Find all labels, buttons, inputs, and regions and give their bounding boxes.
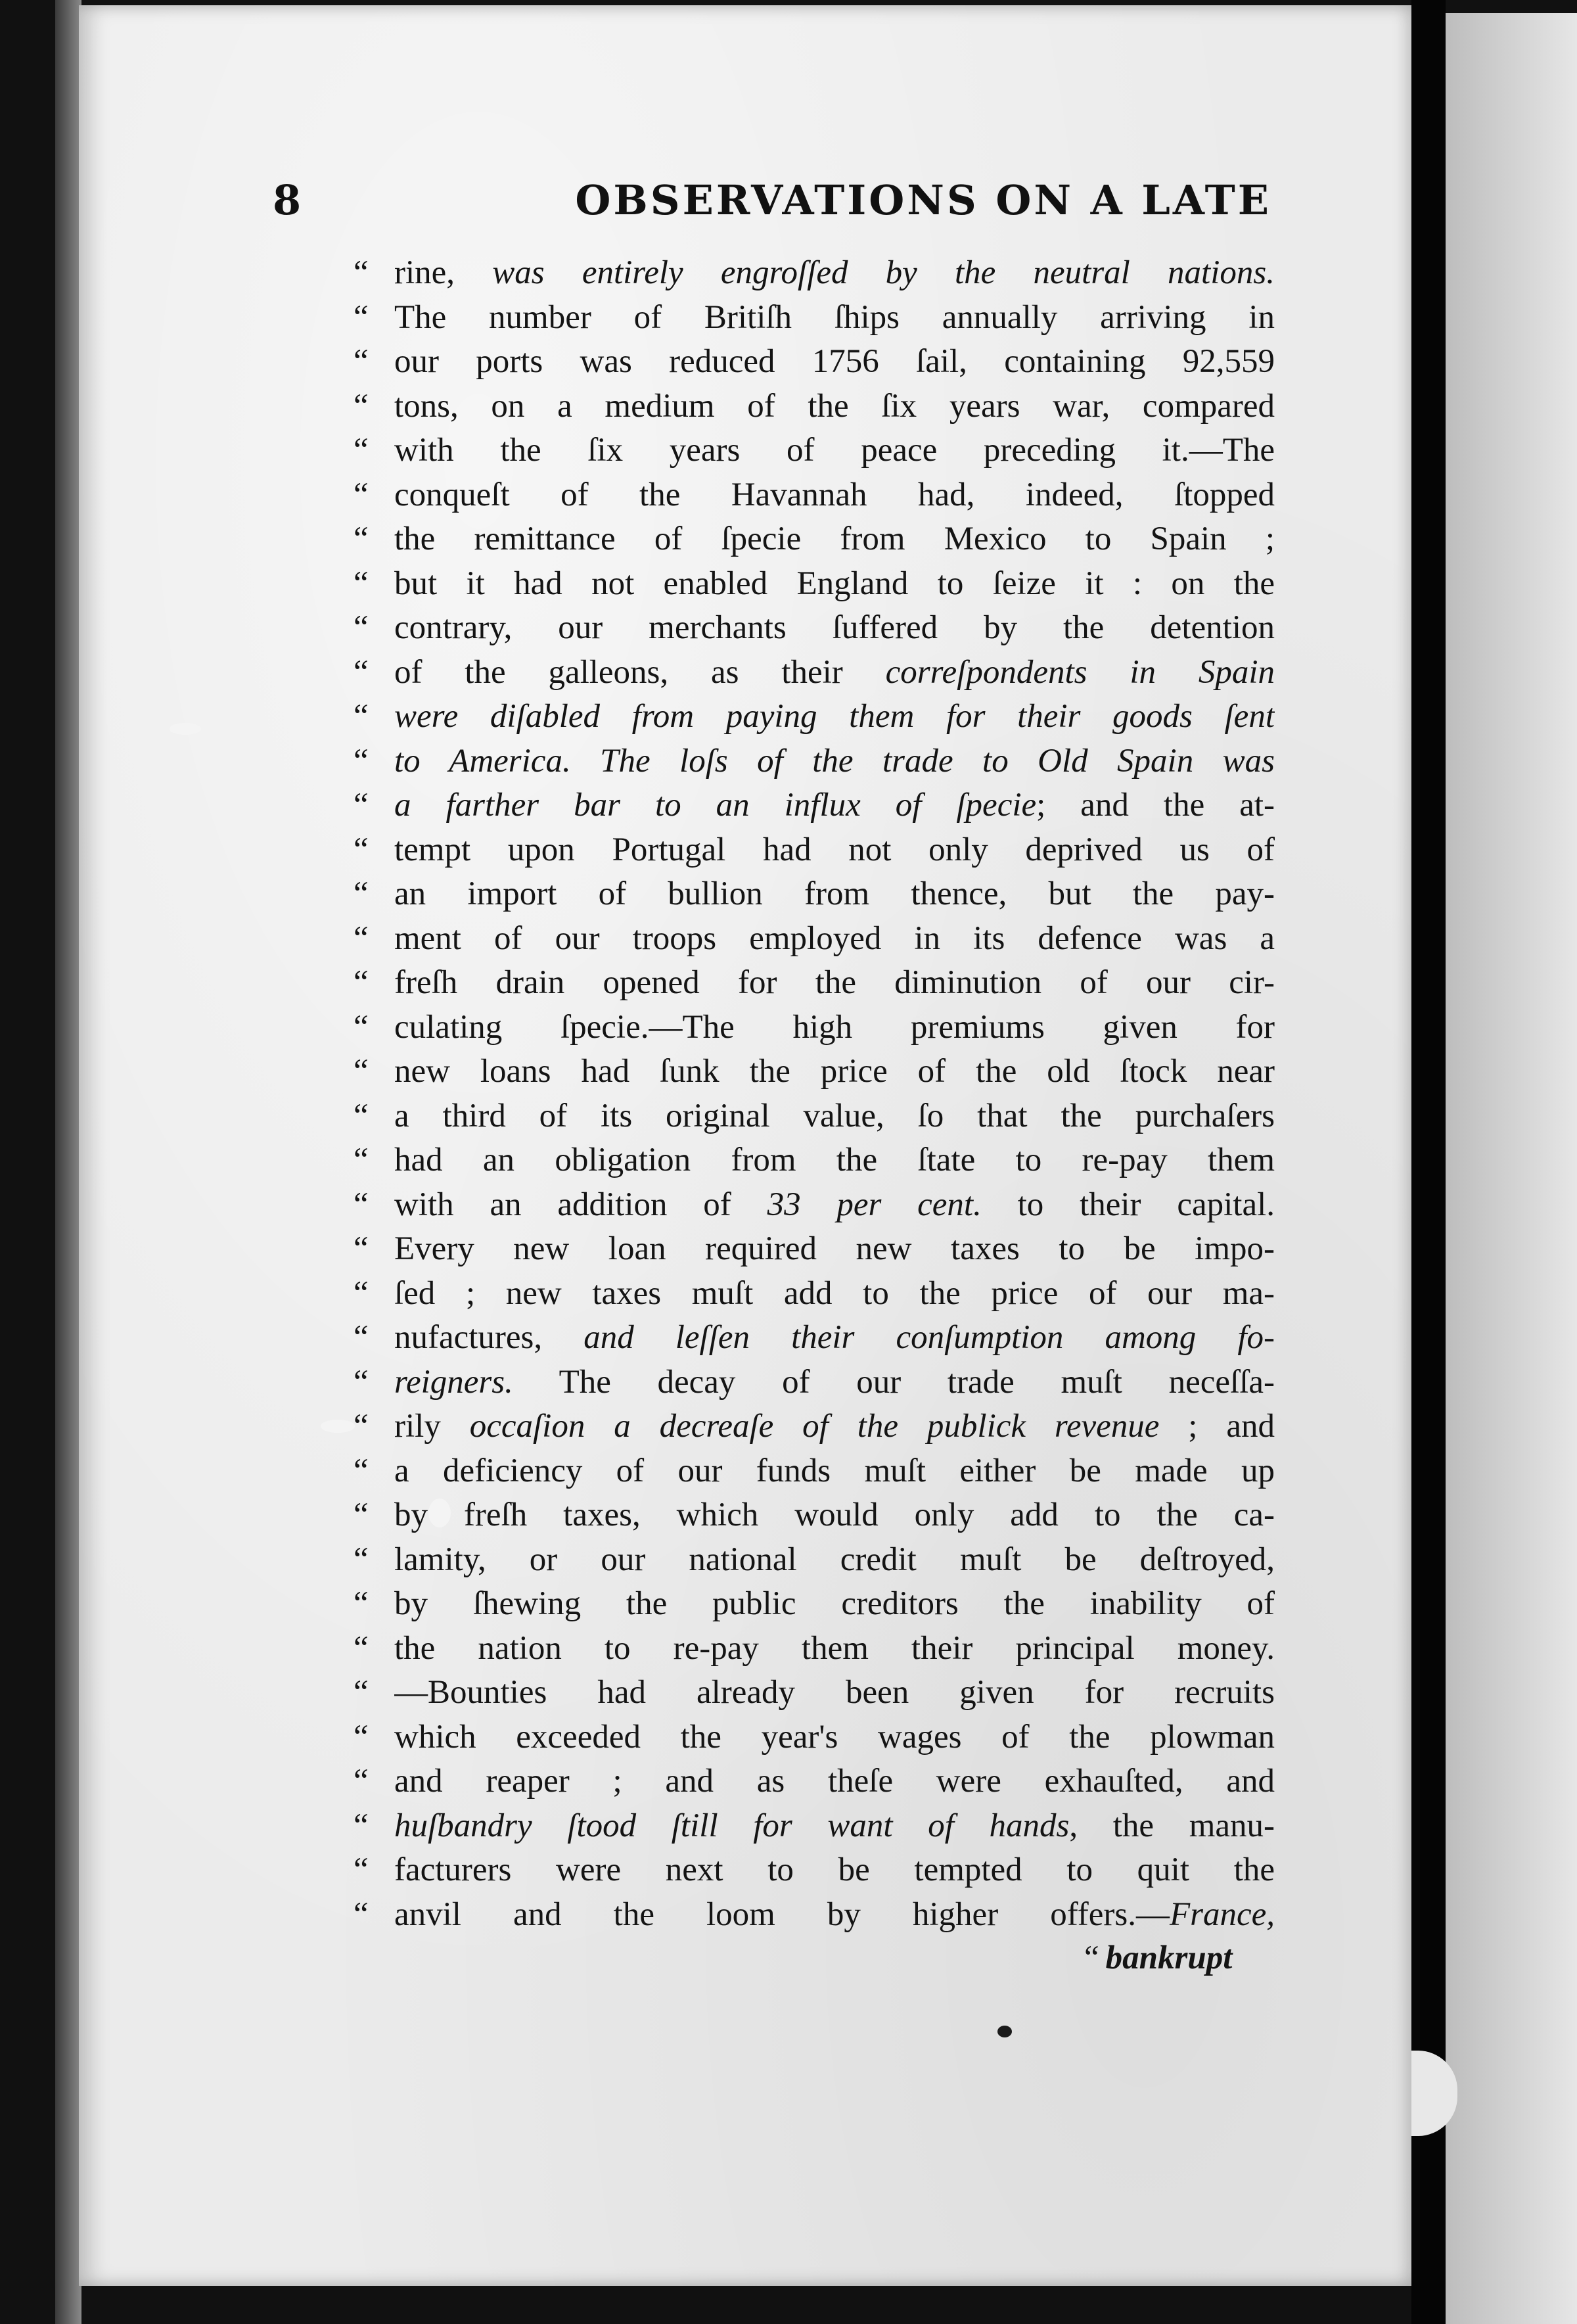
text-line <box>354 384 1275 429</box>
line-text <box>394 1316 1275 1360</box>
body-text <box>354 251 1275 1937</box>
roman-text: our ports was reduced 1756 ſail, containing 92,559 <box>394 343 1275 380</box>
line-text <box>394 296 1275 340</box>
line-text <box>394 562 1275 607</box>
italic-text: huſbandry ſtood ſtill for want of hands <box>394 1807 1070 1844</box>
quote-mark: “ <box>354 476 369 513</box>
line-text <box>394 340 1275 384</box>
line-text <box>394 695 1275 739</box>
roman-text: ment of our troops employed in its defence was a <box>394 919 1275 957</box>
text-line <box>354 1183 1275 1228</box>
line-text <box>394 1627 1275 1671</box>
line-text <box>394 1804 1275 1849</box>
line-text <box>394 739 1275 784</box>
italic-text: reigners. <box>394 1363 513 1401</box>
text-line <box>354 296 1275 340</box>
line-text <box>394 1360 1275 1405</box>
text-line <box>354 651 1275 695</box>
text-line <box>354 1316 1275 1360</box>
italic-text: was entirely engroſſed by the neutral nations. <box>492 254 1275 291</box>
line-text <box>394 1138 1275 1183</box>
text-line <box>354 517 1275 562</box>
text-line <box>354 1493 1275 1538</box>
text-line <box>354 917 1275 962</box>
roman-text: to their capital. <box>981 1186 1275 1223</box>
quote-mark: “ <box>354 831 369 868</box>
text-line <box>354 1893 1275 1938</box>
text-line <box>354 783 1275 828</box>
roman-text: a deficiency of our funds muſt either be made up <box>394 1452 1275 1489</box>
text-line <box>354 739 1275 784</box>
line-text <box>394 251 1275 296</box>
quote-mark: “ <box>354 298 369 336</box>
text-line <box>354 606 1275 651</box>
quote-mark: “ <box>354 432 369 469</box>
roman-text: ; and <box>1159 1408 1275 1445</box>
line-text <box>394 828 1275 873</box>
page-edge-left <box>55 0 81 2324</box>
roman-text: by freſh taxes, which would only add to the ca- <box>394 1497 1275 1533</box>
quote-mark: “ <box>354 609 369 646</box>
text-line <box>354 1804 1275 1849</box>
text-line <box>354 872 1275 917</box>
quote-mark: “ <box>354 1452 369 1489</box>
quote-mark: “ <box>354 387 369 425</box>
line-text <box>394 1671 1275 1715</box>
line-text <box>394 651 1275 695</box>
paper-speck <box>170 723 201 735</box>
text-line <box>354 1671 1275 1715</box>
text-line <box>354 695 1275 739</box>
quote-mark: “ <box>354 1186 369 1223</box>
roman-text: the nation to re-pay them their principal money. <box>394 1629 1275 1667</box>
roman-text: tempt upon Portugal had not only deprived us of <box>394 831 1275 868</box>
roman-text: but it had not enabled England to ſeize it : on the <box>394 565 1275 602</box>
line-text <box>394 1715 1275 1760</box>
text-line <box>354 473 1275 518</box>
line-text <box>394 473 1275 518</box>
roman-text: tons, on a medium of the ſix years war, compared <box>394 387 1275 425</box>
roman-text: freſh drain opened for the diminution of our cir- <box>394 964 1275 1001</box>
line-text <box>394 872 1275 917</box>
italic-text: were diſabled from paying them for their goods ſent <box>394 698 1275 735</box>
text-line <box>354 1538 1275 1583</box>
roman-text: nufactures, <box>394 1319 584 1356</box>
quote-mark: “ <box>354 565 369 602</box>
roman-text: a third of its original value, ſo that the purchaſers <box>394 1097 1275 1134</box>
line-text <box>394 1449 1275 1494</box>
roman-text: anvil and the loom by higher offers.— <box>394 1895 1170 1933</box>
line-text <box>394 1405 1275 1449</box>
quote-mark: “ <box>354 653 369 691</box>
quote-mark: “ <box>354 1274 369 1312</box>
quote-mark: “ <box>354 1541 369 1578</box>
text-line <box>354 340 1275 384</box>
roman-text: had an obligation from the ſtate to re-pay them <box>394 1142 1275 1178</box>
line-text <box>394 1893 1275 1938</box>
quote-mark: “ <box>354 1629 369 1667</box>
roman-text: rine, <box>394 254 493 291</box>
text-line <box>354 1627 1275 1671</box>
roman-text: —Bounties had already been given for recruits <box>394 1674 1275 1711</box>
italic-text: occaſion a decreaſe of the publick revenue <box>469 1408 1160 1445</box>
text-line <box>354 429 1275 473</box>
ink-spot <box>997 2026 1012 2037</box>
line-text <box>394 917 1275 962</box>
roman-text: culating ſpecie.—The high premiums given for <box>394 1008 1275 1046</box>
text-line <box>354 961 1275 1006</box>
text-line <box>354 1582 1275 1627</box>
text-line <box>354 562 1275 607</box>
roman-text: new loans had ſunk the price of the old ſtock near <box>394 1053 1275 1090</box>
roman-text: and reaper ; and as theſe were exhauſted, and <box>394 1763 1275 1800</box>
catchword <box>1084 1939 1232 1977</box>
quote-mark: “ <box>1084 1940 1099 1976</box>
quote-mark: “ <box>354 964 369 1001</box>
roman-text: the remittance of ſpecie from Mexico to Spain ; <box>394 521 1275 557</box>
roman-text: The decay of our trade muſt neceſſa- <box>513 1363 1275 1401</box>
roman-text: an import of bullion from thence, but the pay- <box>394 875 1275 912</box>
text-line <box>354 1759 1275 1804</box>
quote-mark: “ <box>354 1851 369 1888</box>
quote-mark: “ <box>354 1497 369 1533</box>
italic-text: France, <box>1169 1895 1275 1933</box>
roman-text: by ſhewing the public creditors the inability of <box>394 1585 1275 1622</box>
quote-mark: “ <box>354 1585 369 1622</box>
quote-mark: “ <box>354 1230 369 1267</box>
text-line <box>354 1449 1275 1494</box>
line-text <box>394 1094 1275 1139</box>
line-text <box>394 1272 1275 1316</box>
line-text <box>394 1493 1275 1538</box>
roman-text: Every new loan required new taxes to be impo- <box>394 1230 1275 1267</box>
roman-text: which exceeded the year's wages of the plowman <box>394 1718 1275 1755</box>
quote-mark: “ <box>354 919 369 957</box>
italic-text: to America. The loſs of the trade to Old Spain was <box>394 742 1275 779</box>
text-line <box>354 828 1275 873</box>
text-line <box>354 1094 1275 1139</box>
roman-text: of the galleons, as their <box>394 653 886 691</box>
quote-mark: “ <box>354 1408 369 1445</box>
line-text <box>394 1006 1275 1050</box>
quote-mark: “ <box>354 742 369 779</box>
line-text <box>394 1538 1275 1583</box>
text-line <box>354 1715 1275 1760</box>
roman-text: , the manu- <box>1069 1807 1275 1844</box>
roman-text: with an addition of <box>394 1186 767 1223</box>
quote-mark: “ <box>354 875 369 912</box>
line-text <box>394 1227 1275 1272</box>
text-line <box>354 1006 1275 1050</box>
line-text <box>394 1582 1275 1627</box>
roman-text: conqueſt of the Havannah had, indeed, ſtopped <box>394 476 1275 513</box>
quote-mark: “ <box>354 521 369 557</box>
text-line <box>354 1848 1275 1893</box>
roman-text: contrary, our merchants ſuffered by the detention <box>394 609 1275 646</box>
catchword-text: bankrupt <box>1105 1940 1233 1976</box>
line-text <box>394 961 1275 1006</box>
roman-text: The number of Britiſh ſhips annually arriving in <box>394 298 1275 336</box>
line-text <box>394 517 1275 562</box>
roman-text: with the ſix years of peace preceding it.—The <box>394 432 1275 469</box>
line-text <box>394 1759 1275 1804</box>
facing-page-edge <box>1446 13 1577 2324</box>
roman-text: ſed ; new taxes muſt add to the price of our ma- <box>394 1274 1275 1312</box>
quote-mark: “ <box>354 1142 369 1178</box>
quote-mark: “ <box>354 1807 369 1844</box>
quote-mark: “ <box>354 1763 369 1800</box>
paper-speck <box>321 1420 355 1433</box>
italic-text: and leſſen their conſumption among fo- <box>583 1319 1275 1356</box>
line-text <box>394 1848 1275 1893</box>
text-line <box>354 251 1275 296</box>
roman-text: lamity, or our national credit muſt be deſtroyed, <box>394 1541 1275 1578</box>
italic-text: correſpondents in Spain <box>885 653 1275 691</box>
quote-mark: “ <box>354 1718 369 1755</box>
italic-text: a farther bar to an influx of ſpecie <box>394 787 1037 824</box>
book-gutter <box>1411 0 1446 2324</box>
page-number: 8 <box>273 176 302 224</box>
quote-mark: “ <box>354 698 369 735</box>
line-text <box>394 783 1275 828</box>
quote-mark: “ <box>354 1895 369 1933</box>
quote-mark: “ <box>354 1053 369 1090</box>
quote-mark: “ <box>354 787 369 824</box>
quote-mark: “ <box>354 1097 369 1134</box>
text-line <box>354 1405 1275 1449</box>
line-text <box>394 1050 1275 1094</box>
text-line <box>354 1360 1275 1405</box>
page-header <box>273 164 1271 237</box>
quote-mark: “ <box>354 1319 369 1356</box>
line-text <box>394 384 1275 429</box>
quote-mark: “ <box>354 343 369 380</box>
roman-text: facturers were next to be tempted to quit the <box>394 1851 1275 1888</box>
quote-mark: “ <box>354 254 369 291</box>
text-line <box>354 1050 1275 1094</box>
text-line <box>354 1227 1275 1272</box>
quote-mark: “ <box>354 1008 369 1046</box>
roman-text: rily <box>394 1408 470 1445</box>
roman-text: ; and the at- <box>1036 787 1275 824</box>
line-text <box>394 606 1275 651</box>
quote-mark: “ <box>354 1363 369 1401</box>
text-line <box>354 1272 1275 1316</box>
line-text <box>394 1183 1275 1228</box>
text-line <box>354 1138 1275 1183</box>
running-head: OBSERVATIONS ON A LATE <box>575 176 1271 224</box>
quote-mark: “ <box>354 1674 369 1711</box>
line-text <box>394 429 1275 473</box>
italic-text: 33 per cent. <box>767 1186 982 1223</box>
